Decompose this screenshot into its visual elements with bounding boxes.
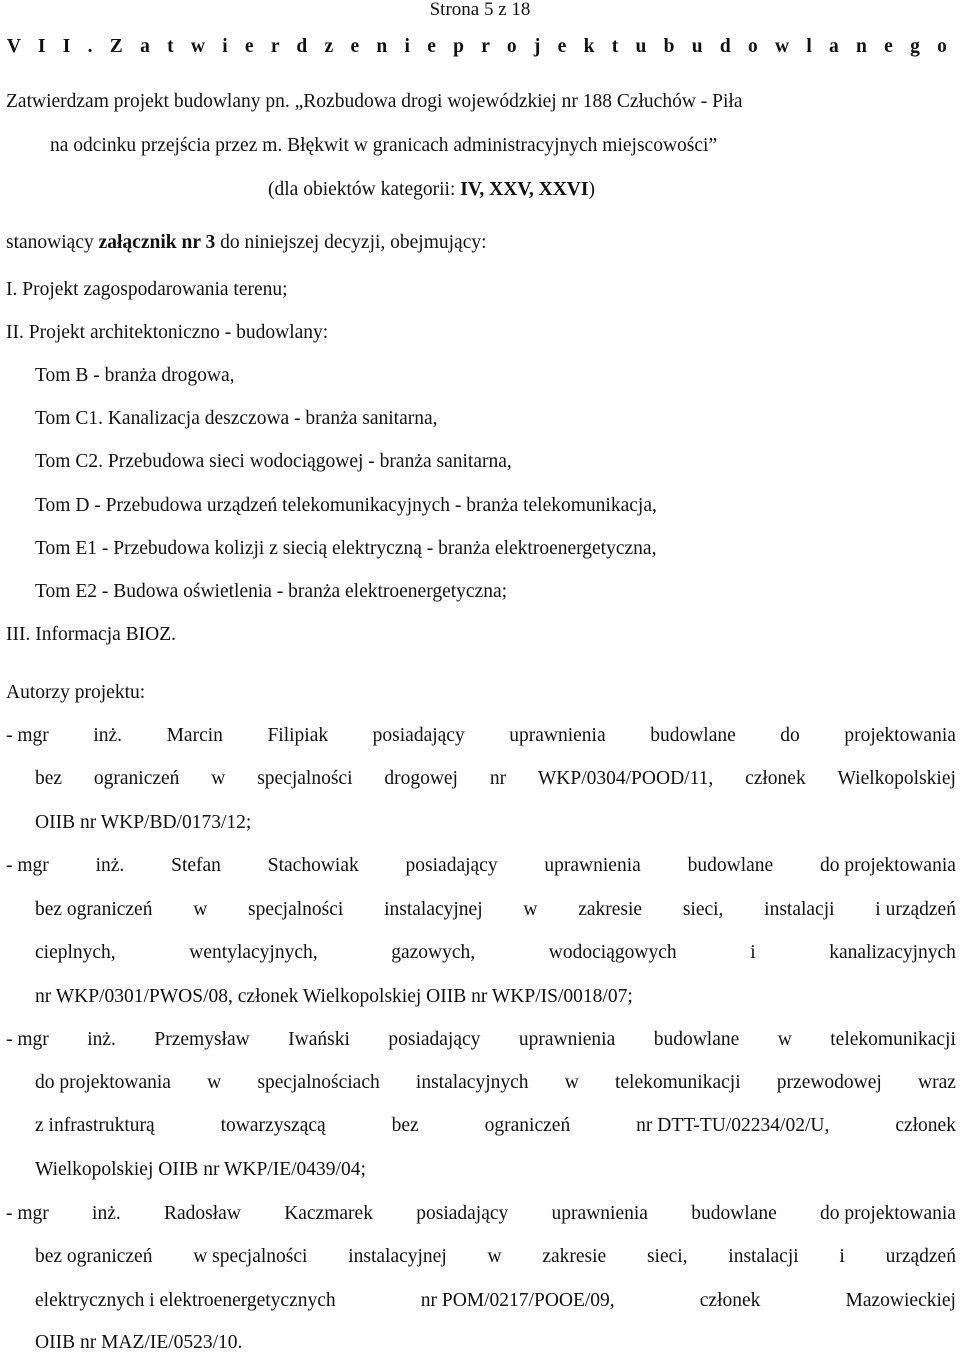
word: bez [35,768,63,789]
word: Kaczmarek [284,1203,373,1224]
word: specjalnościach [257,1072,380,1093]
word: zakresie [542,1246,607,1267]
word: wentylacyjnych, [189,942,318,963]
word: członek [699,1290,761,1311]
word: posiadający [388,1029,481,1050]
annex-label: załącznik nr [98,232,206,253]
word: i [750,942,756,963]
annex-suffix: do niniejszej decyzji, obejmujący: [215,232,487,253]
word: w [193,899,208,920]
word: budowlane [653,1029,740,1050]
word: do [780,725,800,746]
word: elektrycznych i elektroenergetycznych [35,1290,336,1311]
word: posiadający [372,725,465,746]
author-3-line-4: Wielkopolskiej OIIB nr WKP/IE/0439/04; [35,1159,366,1180]
word: uprawnienia [518,1029,616,1050]
word: inż. [92,1203,121,1224]
author-2-line-2 [35,900,956,920]
volume-c1: Tom C1. Kanalizacja deszczowa - branża sanitarna, [35,408,438,429]
word: Stefan [171,855,221,876]
word: instalacyjnej [348,1246,447,1267]
word: w [777,1029,792,1050]
word: cieplnych, [35,942,116,963]
word: Marcin [166,725,223,746]
authors-heading: Autorzy projektu: [6,682,146,703]
author-3-line-1 [6,1030,956,1050]
word: inż. [93,725,123,746]
part-1: I. Projekt zagospodarowania terenu; [6,279,288,300]
word: do projektowania [819,855,956,876]
word: drogowej [384,768,458,789]
intro-line-1: Zatwierdzam projekt budowlany pn. „Rozbudowa drogi wojewódzkiej nr 188 Człuchów - Piła [6,91,743,112]
author-4-line-1 [6,1204,956,1224]
author-3-line-3 [35,1116,956,1136]
word: uprawnienia [509,725,606,746]
word: z infrastrukturą [35,1115,155,1136]
word: kanalizacyjnych [829,942,956,963]
word: sieci, [646,1246,688,1267]
word: Radosław [164,1203,241,1224]
word: w [211,768,226,789]
word: budowlane [687,855,774,876]
word: Filipiak [267,725,329,746]
word: - mgr [6,1029,49,1050]
word: ograniczeń [93,768,180,789]
word: sieci, [682,899,724,920]
author-3-line-2 [35,1073,956,1093]
word: instalacyjnej [384,899,483,920]
author-2-line-1 [6,856,956,876]
volume-e2: Tom E2 - Budowa oświetlenia - branża elektroenergetyczna; [35,581,508,602]
word: Stachowiak [267,855,359,876]
word: do projektowania [820,1203,956,1224]
volume-d: Tom D - Przebudowa urządzeń telekomunikacyjnych - branża telekomunikacja, [35,495,657,516]
word: telekomunikacji [614,1072,741,1093]
word: gazowych, [391,942,476,963]
word: członek [745,768,806,789]
word: instalacyjnych [415,1072,529,1093]
annex-line [6,233,487,253]
word: Mazowieckiej [845,1290,956,1311]
word: nr POM/0217/POOE/09, [420,1290,615,1311]
author-1-line-2 [35,769,956,789]
word: projektowania [844,725,956,746]
word: bez [391,1115,419,1136]
volume-e1: Tom E1 - Przebudowa kolizji z siecią elektryczną - branża elektroenergetyczna, [35,538,657,559]
word: Wielkopolskiej [837,768,956,789]
part-3: III. Informacja BIOZ. [6,624,177,645]
word: inż. [87,1029,116,1050]
word: - mgr [6,855,49,876]
word: w [564,1072,579,1093]
category-suffix: ) [588,179,595,200]
word: członek [895,1115,956,1136]
category-list: IV, XXV, XXVI [460,179,589,200]
word: wraz [918,1072,956,1093]
word: - mgr [6,1203,49,1224]
word: posiadający [416,1203,509,1224]
word: w [207,1072,222,1093]
word: w [523,899,538,920]
author-4-line-3 [35,1291,956,1311]
word: w [487,1246,502,1267]
word: budowlane [650,725,736,746]
word: bez ograniczeń [35,1246,153,1267]
word: - mgr [6,725,49,746]
annex-number: 3 [205,232,216,253]
volume-b: Tom B - branża drogowa, [35,365,235,386]
word: Iwański [288,1029,350,1050]
word: nr [489,768,507,789]
annex-prefix: stanowiący [6,232,99,253]
word: instalacji [764,899,835,920]
word: do projektowania [35,1072,171,1093]
word: ograniczeń [484,1115,571,1136]
part-2: II. Projekt architektoniczno - budowlany: [6,322,329,343]
category-prefix: (dla obiektów kategorii: [268,179,461,200]
word: telekomunikacji [830,1029,956,1050]
word: Przemysław [154,1029,250,1050]
word: WKP/0304/POOD/11, [537,768,714,789]
word: i [839,1246,845,1267]
word: urządzeń [885,1246,956,1267]
author-2-line-3 [35,943,956,963]
author-1-line-3: OIIB nr WKP/BD/0173/12; [35,812,252,833]
author-4-line-4: OIIB nr MAZ/IE/0523/10. [35,1332,243,1353]
word: i urządzeń [875,899,956,920]
page-number: Strona 5 z 18 [429,0,531,20]
word: specjalności [248,899,344,920]
word: w specjalności [193,1246,308,1267]
word: specjalności [257,768,353,789]
word: inż. [95,855,125,876]
section-title: V I I . Z a t w i e r d z e n i e p r o j e k t u b u d o w l a n e g o [6,36,954,57]
word: nr DTT-TU/02234/02/U, [636,1115,830,1136]
word: przewodowej [776,1072,882,1093]
volume-c2: Tom C2. Przebudowa sieci wodociągowej - branża sanitarna, [35,451,512,472]
word: budowlane [691,1203,777,1224]
word: bez ograniczeń [35,899,153,920]
intro-line-3 [268,180,595,200]
word: uprawnienia [544,855,641,876]
author-1-line-1 [6,726,956,746]
word: towarzyszącą [220,1115,326,1136]
word: posiadający [405,855,498,876]
intro-line-2: na odcinku przejścia przez m. Błękwit w granicach administracyjnych miejscowości” [50,135,718,156]
word: zakresie [578,899,643,920]
word: wodociągowych [548,942,677,963]
author-4-line-2 [35,1247,956,1267]
word: uprawnienia [551,1203,648,1224]
word: instalacji [728,1246,799,1267]
author-2-line-4: nr WKP/0301/PWOS/08, członek Wielkopolskiej OIIB nr WKP/IS/0018/07; [35,986,633,1007]
